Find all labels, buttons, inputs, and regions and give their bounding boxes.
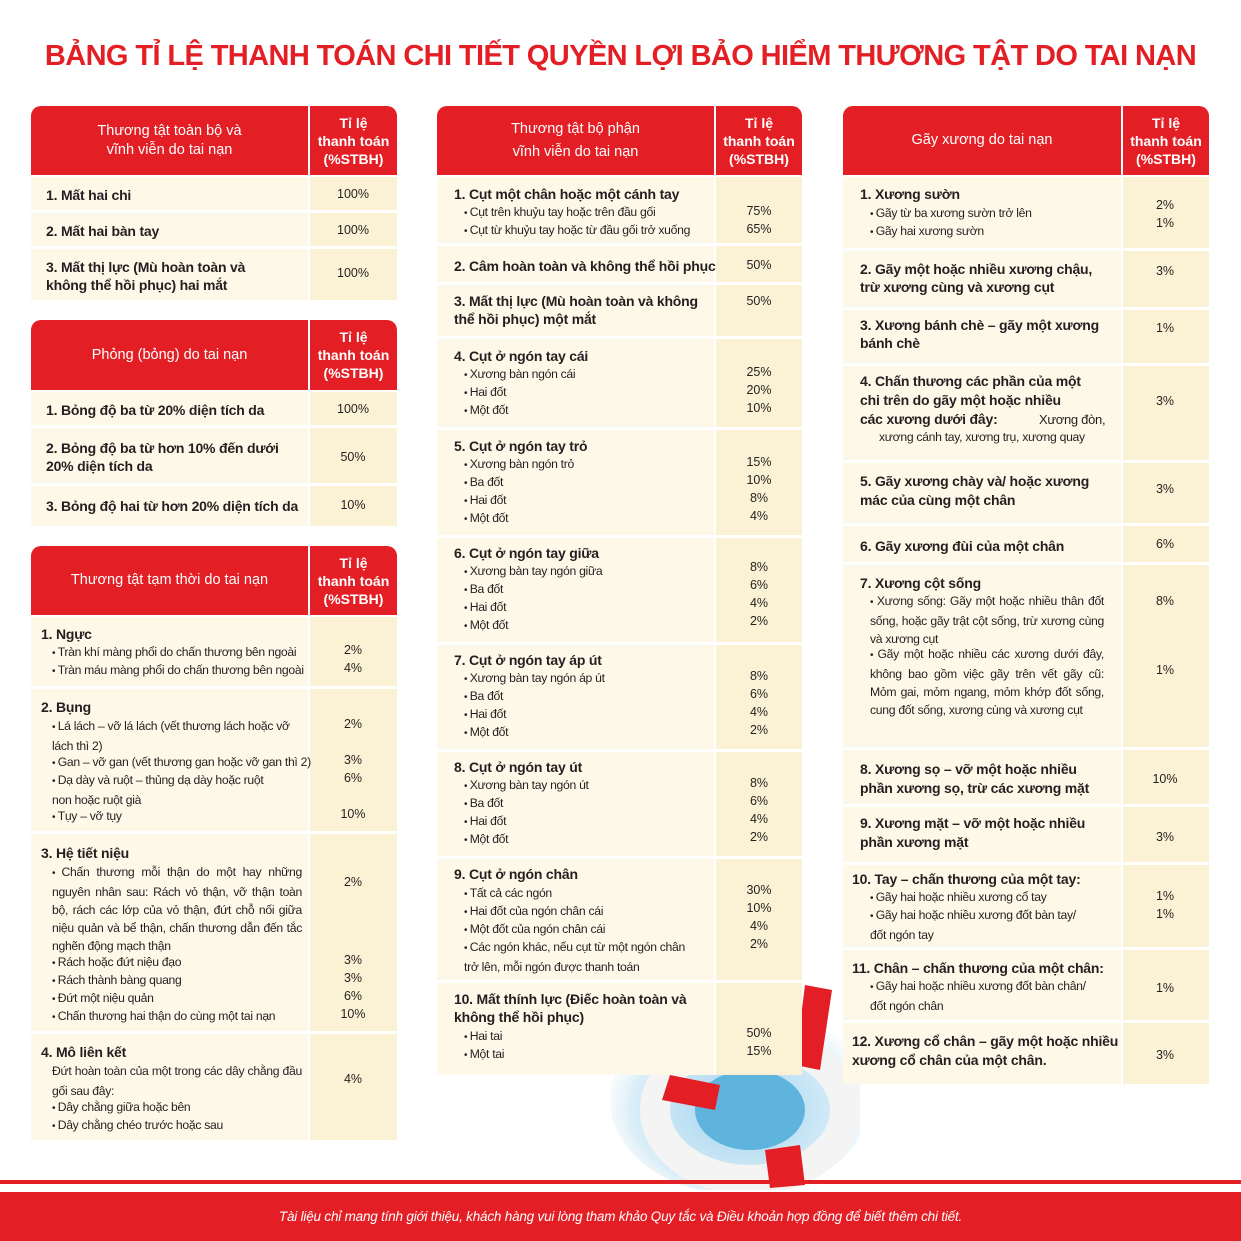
row-rate: 1% bbox=[1155, 321, 1175, 335]
row-title: 8. Cụt ở ngón tay út bbox=[454, 759, 583, 775]
table-header-burns bbox=[31, 320, 397, 390]
table-row bbox=[31, 834, 397, 1034]
row-sub: • Gãy hai hoặc nhiều xương cổ tay bbox=[870, 888, 1125, 908]
row-title: 4. Cụt ở ngón tay cái bbox=[454, 348, 589, 364]
row-title: 1. Bỏng độ ba từ 20% diện tích da bbox=[46, 402, 265, 418]
row-rate: 50% bbox=[746, 258, 772, 272]
header-rate-label: Tỉ lệ thanh toán (%STBH) bbox=[308, 320, 397, 390]
table-row bbox=[31, 617, 397, 689]
row-rate: 3% bbox=[1155, 394, 1175, 408]
table-row bbox=[437, 285, 802, 339]
table-row bbox=[843, 1023, 1209, 1084]
row-title: 1. Xương sườn bbox=[860, 186, 960, 202]
row-title: 3. Mất thị lực (Mù hoàn toàn và không thể hồi phục) hai mắt bbox=[46, 259, 246, 293]
row-sub: • Ba đốt bbox=[464, 580, 719, 600]
table-row bbox=[843, 950, 1209, 1023]
row-title: 10. Tay – chấn thương của một tay: bbox=[852, 871, 1081, 887]
row-sub: • Chấn thương mỗi thận do một hay những nguyên nhân sau: Rách vỏ thận, vỡ thận toàn bộ, rách các lớp của vỏ thận, đứt chỗ nối giữa niệu quản và bể thận, chấn thương dẫn đến tắc nghẽn động mạch thận bbox=[52, 863, 302, 955]
table-row bbox=[843, 310, 1209, 366]
row-sub: • Xương bàn ngón cái bbox=[464, 365, 719, 385]
table-row bbox=[31, 428, 397, 486]
row-sub: • Gãy từ ba xương sườn trở lên bbox=[870, 204, 1125, 224]
table-row bbox=[843, 865, 1209, 950]
row-rate: 20% bbox=[746, 383, 772, 397]
table-row bbox=[31, 213, 397, 249]
row-rate: 100% bbox=[337, 187, 369, 201]
header-rate-label: Tỉ lệ thanh toán (%STBH) bbox=[714, 106, 802, 175]
table-row bbox=[843, 750, 1209, 807]
header-rate-label: Tỉ lệ thanh toán (%STBH) bbox=[1121, 106, 1209, 175]
table-header-permanent-partial bbox=[437, 106, 802, 175]
row-rate: 6% bbox=[749, 794, 769, 808]
table-row bbox=[437, 430, 802, 538]
footer-divider bbox=[0, 1180, 1241, 1184]
table-row bbox=[437, 538, 802, 645]
row-rate: 50% bbox=[746, 294, 772, 308]
table-row bbox=[843, 526, 1209, 565]
row-sub: • Xương bàn tay ngón áp út bbox=[464, 669, 719, 689]
row-sub: • Hai đốt bbox=[464, 598, 719, 618]
row-title: 1. Cụt một chân hoặc một cánh tay bbox=[454, 186, 680, 202]
table-row bbox=[437, 859, 802, 983]
row-title: 9. Cụt ở ngón chân bbox=[454, 866, 578, 882]
row-rate: 25% bbox=[746, 365, 772, 379]
row-sub: • Dây chằng giữa hoặc bên bbox=[52, 1098, 312, 1118]
table-row bbox=[437, 246, 802, 285]
row-rate: 6% bbox=[343, 771, 363, 785]
row-rate: 1% bbox=[1155, 907, 1175, 921]
row-rate: 6% bbox=[749, 687, 769, 701]
row-title: 9. Xương mặt – vỡ một hoặc nhiều phần xương mặt bbox=[860, 815, 1086, 850]
row-rate: 2% bbox=[343, 717, 363, 731]
row-title: 2. Bỏng độ ba từ hơn 10% đến dưới 20% diện tích da bbox=[46, 440, 279, 474]
row-sub: • Chấn thương hai thận do cùng một tai nạn bbox=[52, 1007, 312, 1027]
row-sub: • Một đốt của ngón chân cái bbox=[464, 920, 719, 940]
row-sub: • Tràn máu màng phổi do chấn thương bên ngoài bbox=[52, 661, 312, 681]
table-header-permanent-total bbox=[31, 106, 397, 175]
row-title-tail: Xương đòn, bbox=[1039, 412, 1106, 427]
table-row bbox=[31, 689, 397, 834]
row-rate: 6% bbox=[749, 578, 769, 592]
row-rate: 100% bbox=[337, 223, 369, 237]
row-title: 5. Cụt ở ngón tay trỏ bbox=[454, 438, 588, 454]
row-sub: • Hai đốt bbox=[464, 812, 719, 832]
row-title: 2. Mất hai bàn tay bbox=[46, 223, 160, 239]
row-sub: • Đứt một niệu quản bbox=[52, 989, 312, 1009]
row-title: 12. Xương cổ chân – gãy một hoặc nhiều xương cổ chân của một chân. bbox=[852, 1033, 1119, 1068]
table-row bbox=[843, 463, 1209, 526]
row-rate: 1% bbox=[1155, 889, 1175, 903]
row-title: 2. Bụng bbox=[41, 699, 91, 715]
row-sub: • Hai đốt bbox=[464, 383, 719, 403]
header-label: Thương tật toàn bộ và vĩnh viễn do tai nạn bbox=[97, 122, 242, 158]
table-row bbox=[31, 486, 397, 529]
row-sub: • Xương bàn tay ngón út bbox=[464, 776, 719, 796]
row-sub: • Rách thành bàng quang bbox=[52, 971, 312, 991]
row-rate: 10% bbox=[340, 1007, 366, 1021]
header-label: Thương tật bộ phận vĩnh viễn do tai nạn bbox=[511, 120, 640, 160]
row-rate: 2% bbox=[343, 875, 363, 889]
row-sub: • Hai đốt bbox=[464, 491, 719, 511]
row-title: 6. Gãy xương đùi của một chân bbox=[860, 538, 1065, 554]
row-title: 8. Xương sọ – vỡ một hoặc nhiều phần xương sọ, trừ các xương mặt bbox=[860, 761, 1090, 796]
page-title: BẢNG TỈ LỆ THANH TOÁN CHI TIẾT QUYỀN LỢI BẢO HIỂM THƯƠNG TẬT DO TAI NẠN bbox=[44, 40, 1197, 72]
row-rate: 6% bbox=[1155, 537, 1175, 551]
row-title: 1. Mất hai chi bbox=[46, 187, 132, 203]
row-sub: • Tràn khí màng phổi do chấn thương bên ngoài bbox=[52, 643, 312, 663]
row-sub: • Cụt từ khuỷu tay hoặc từ đầu gối trở xuống bbox=[464, 221, 719, 241]
table-header-fractures bbox=[843, 106, 1209, 175]
row-rate: 2% bbox=[343, 643, 363, 657]
table-row bbox=[31, 177, 397, 213]
row-sub: • Gãy hai hoặc nhiều xương đốt bàn chân/ đốt ngón chân bbox=[870, 977, 1125, 1015]
row-rate: 1% bbox=[1155, 216, 1175, 230]
row-title: 11. Chân – chấn thương của một chân: bbox=[852, 960, 1104, 976]
row-rate: 1% bbox=[1155, 981, 1175, 995]
row-rate: 4% bbox=[749, 705, 769, 719]
row-title: 3. Hệ tiết niệu bbox=[41, 845, 130, 861]
row-sub: • Một đốt bbox=[464, 509, 719, 529]
table-row bbox=[843, 251, 1209, 310]
row-title: 3. Bỏng độ hai từ hơn 20% diện tích da bbox=[46, 498, 299, 514]
row-title: 7. Cụt ở ngón tay áp út bbox=[454, 652, 602, 668]
row-sub: • Một đốt bbox=[464, 616, 719, 636]
row-rate: 2% bbox=[1155, 198, 1175, 212]
table-header-temporary bbox=[31, 546, 397, 615]
table-row bbox=[437, 645, 802, 752]
row-rate: 75% bbox=[746, 204, 772, 218]
row-sub: • Cụt trên khuỷu tay hoặc trên đầu gối bbox=[464, 203, 719, 223]
row-rate: 8% bbox=[1155, 594, 1175, 608]
row-sub: • Hai đốt bbox=[464, 705, 719, 725]
row-rate: 3% bbox=[1155, 830, 1175, 844]
row-sub: xương cánh tay, xương trụ, xương quay bbox=[879, 430, 1085, 444]
table-row bbox=[437, 177, 802, 246]
row-sub: • Gãy hai xương sườn bbox=[870, 222, 1125, 242]
row-sub: • Xương bàn ngón trỏ bbox=[464, 455, 719, 475]
row-rate: 65% bbox=[746, 222, 772, 236]
row-sub: • Dây chằng chéo trước hoặc sau bbox=[52, 1116, 312, 1136]
row-sub: • Rách hoặc đứt niệu đạo bbox=[52, 953, 312, 973]
row-rate: 100% bbox=[337, 266, 369, 280]
row-title: 4. Chấn thương các phần của một chi trên do gãy một hoặc nhiều các xương dưới đây: bbox=[860, 373, 1081, 427]
row-sub: • Hai đốt của ngón chân cái bbox=[464, 902, 719, 922]
row-title: 3. Xương bánh chè – gãy một xương bánh chè bbox=[860, 317, 1099, 351]
row-sub: • Một đốt bbox=[464, 401, 719, 421]
row-title: 7. Xương cột sống bbox=[860, 575, 981, 591]
row-rate: 6% bbox=[343, 989, 363, 1003]
row-intro: Đứt hoàn toàn của một trong các dây chằng đầu gối sau đây: bbox=[52, 1064, 302, 1098]
table-row bbox=[843, 177, 1209, 251]
row-rate: 30% bbox=[746, 883, 772, 897]
header-rate-label: Tỉ lệ thanh toán (%STBH) bbox=[308, 106, 397, 175]
table-row bbox=[843, 366, 1209, 463]
row-sub: • Lá lách – vỡ lá lách (vết thương lách hoặc vỡ lách thì 2) bbox=[52, 717, 312, 755]
row-rate: 10% bbox=[340, 807, 366, 821]
row-rate: 1% bbox=[1155, 663, 1175, 677]
row-rate: 15% bbox=[746, 455, 772, 469]
row-title: 5. Gãy xương chày và/ hoặc xương mác của cùng một chân bbox=[860, 473, 1090, 508]
row-title: 1. Ngực bbox=[41, 626, 92, 642]
header-label: Gãy xương do tai nạn bbox=[911, 132, 1053, 148]
row-sub: • Các ngón khác, nếu cụt từ một ngón chân trở lên, mỗi ngón được thanh toán bbox=[464, 938, 719, 976]
header-rate-label: Tỉ lệ thanh toán (%STBH) bbox=[308, 546, 397, 615]
row-rate: 50% bbox=[746, 1026, 772, 1040]
row-rate: 8% bbox=[749, 560, 769, 574]
row-sub: • Gãy hai hoặc nhiều xương đốt bàn tay/ đốt ngón tay bbox=[870, 906, 1125, 944]
row-rate: 4% bbox=[749, 596, 769, 610]
row-rate: 10% bbox=[746, 473, 772, 487]
row-rate: 8% bbox=[749, 491, 769, 505]
row-title: 10. Mất thính lực (Điếc hoàn toàn và không thể hồi phục) bbox=[454, 991, 687, 1025]
table-row bbox=[437, 752, 802, 859]
row-rate: 8% bbox=[749, 669, 769, 683]
row-rate: 4% bbox=[749, 812, 769, 826]
row-title: 6. Cụt ở ngón tay giữa bbox=[454, 545, 599, 561]
row-title: 3. Mất thị lực (Mù hoàn toàn và không thể hồi phục) một mắt bbox=[454, 293, 698, 327]
table-row bbox=[31, 392, 397, 428]
row-rate: 3% bbox=[343, 971, 363, 985]
row-rate: 2% bbox=[749, 937, 769, 951]
table-row bbox=[437, 983, 802, 1075]
row-rate: 10% bbox=[746, 901, 772, 915]
row-sub: • Tất cả các ngón bbox=[464, 884, 719, 904]
row-sub: • Tụy – vỡ tụy bbox=[52, 807, 312, 827]
row-title: 4. Mô liên kết bbox=[41, 1044, 127, 1060]
row-rate: 10% bbox=[340, 498, 366, 512]
row-sub: • Xương bàn tay ngón giữa bbox=[464, 562, 719, 582]
row-rate: 3% bbox=[1155, 1048, 1175, 1062]
row-rate: 10% bbox=[746, 401, 772, 415]
row-sub: • Một đốt bbox=[464, 723, 719, 743]
row-sub: • Một đốt bbox=[464, 830, 719, 850]
row-rate: 100% bbox=[337, 402, 369, 416]
table-row bbox=[843, 565, 1209, 750]
table-row bbox=[31, 249, 397, 303]
row-rate: 2% bbox=[749, 614, 769, 628]
row-sub: • Ba đốt bbox=[464, 687, 719, 707]
row-title: 2. Gãy một hoặc nhiều xương chậu, trừ xương cùng và xương cụt bbox=[860, 261, 1093, 295]
row-rate: 3% bbox=[343, 753, 363, 767]
row-rate: 4% bbox=[749, 509, 769, 523]
header-label: Thương tật tạm thời do tai nạn bbox=[70, 572, 269, 588]
row-rate: 4% bbox=[749, 919, 769, 933]
row-rate: 2% bbox=[749, 830, 769, 844]
row-sub: • Ba đốt bbox=[464, 794, 719, 814]
row-rate: 10% bbox=[1152, 772, 1178, 786]
footer-disclaimer: Tài liệu chỉ mang tính giới thiệu, khách hàng vui lòng tham khảo Quy tắc và Điều khoản hợp đồng để biết thêm chi tiết. bbox=[0, 1192, 1241, 1241]
table-row bbox=[437, 339, 802, 430]
row-rate: 50% bbox=[340, 450, 366, 464]
row-sub: • Dạ dày và ruột – thủng dạ dày hoặc ruột non hoặc ruột già bbox=[52, 771, 312, 809]
row-rate: 2% bbox=[749, 723, 769, 737]
row-sub: • Một tai bbox=[464, 1045, 719, 1065]
row-rate: 3% bbox=[1155, 264, 1175, 278]
row-rate: 4% bbox=[343, 661, 363, 675]
header-label: Phỏng (bỏng) do tai nạn bbox=[91, 346, 248, 363]
table-row bbox=[843, 807, 1209, 865]
row-sub: • Gãy một hoặc nhiều các xương dưới đây, không bao gồm việc gãy trên vết gãy cũ: Mỏm gai, mỏm ngang, mỏm khớp đốt sống, cung đốt sống, xương cùng và xương cụt bbox=[870, 645, 1104, 719]
row-rate: 15% bbox=[746, 1044, 772, 1058]
row-title: 2. Câm hoàn toàn và không thể hồi phục bbox=[454, 258, 716, 274]
table-row bbox=[31, 1034, 397, 1140]
row-rate: 4% bbox=[343, 1072, 363, 1086]
row-sub: • Hai tai bbox=[464, 1027, 719, 1047]
row-rate: 8% bbox=[749, 776, 769, 790]
row-rate: 3% bbox=[1155, 482, 1175, 496]
row-sub: • Gan – vỡ gan (vết thương gan hoặc vỡ gan thì 2) bbox=[52, 753, 312, 773]
row-sub: • Ba đốt bbox=[464, 473, 719, 493]
row-sub: • Xương sống: Gãy một hoặc nhiều thân đốt sống, hoặc gãy trật cột sống, trừ xương cùng và xương cụt bbox=[870, 592, 1104, 648]
row-rate: 3% bbox=[343, 953, 363, 967]
